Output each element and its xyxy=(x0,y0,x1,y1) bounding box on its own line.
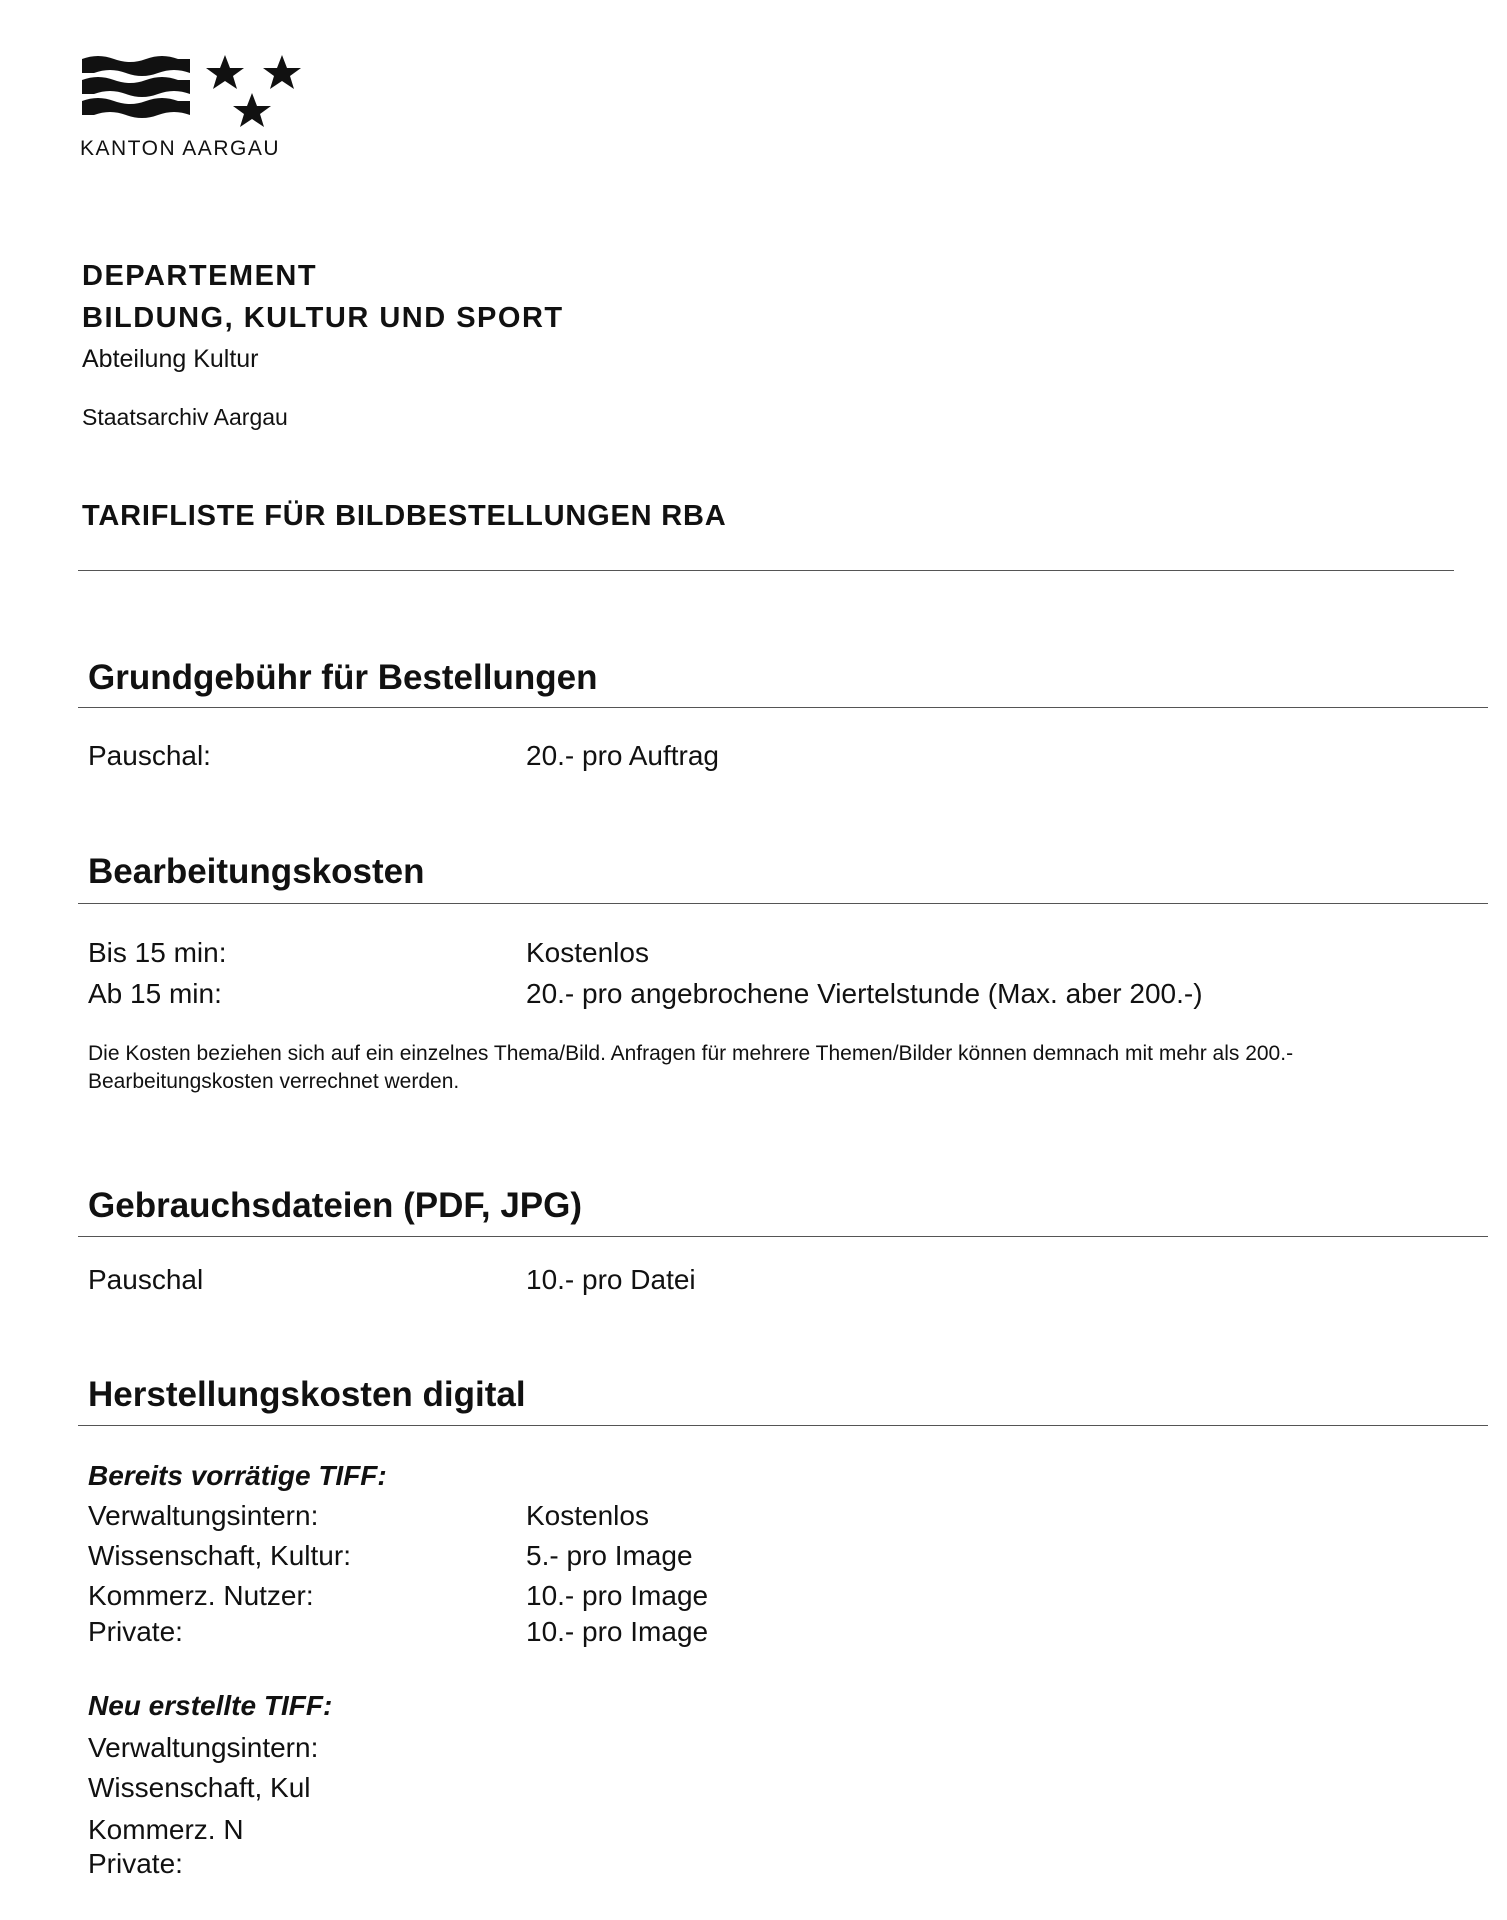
subheading-neu: Neu erstellte TIFF: xyxy=(88,1690,333,1721)
price-label: Private: xyxy=(88,1616,183,1647)
section-title-bearbeitung: Bearbeitungskosten xyxy=(88,852,425,891)
price-value: Kostenlos xyxy=(526,1500,649,1531)
subheading-vorraetig: Bereits vorrätige TIFF: xyxy=(88,1460,387,1491)
price-value: 10.- pro Datei xyxy=(526,1264,696,1295)
logo-text: KANTON AARGAU xyxy=(80,137,280,160)
price-label: Wissenschaft, Kultur: xyxy=(88,1540,351,1571)
waves-stars-icon xyxy=(80,55,310,135)
price-label: Ab 15 min: xyxy=(88,978,222,1009)
department-block xyxy=(82,255,564,431)
section-title-grundgebuehr: Grundgebühr für Bestellungen xyxy=(88,658,598,697)
price-label: Verwaltungsintern: xyxy=(88,1732,319,1763)
division-name: Abteilung Kultur xyxy=(82,345,259,373)
price-label: Wissenschaft, Kul xyxy=(88,1772,311,1803)
cost-note: Die Kosten beziehen sich auf ein einzelnes Thema/Bild. Anfragen für mehrere Themen/Bilder können demnach mit mehr als 200.- Bearbeitungskosten verrechnet werden. xyxy=(88,1042,1294,1093)
section-divider xyxy=(78,1236,1488,1237)
price-value: 5.- pro Image xyxy=(526,1540,693,1571)
price-label: Pauschal: xyxy=(88,740,211,771)
department-line2: BILDUNG, KULTUR UND SPORT xyxy=(82,302,564,334)
price-value: 20.- pro Auftrag xyxy=(526,740,720,771)
price-value: 20.- pro angebrochene Viertelstunde (Max. aber 200.-) xyxy=(526,978,1203,1009)
unit-name: Staatsarchiv Aargau xyxy=(82,404,288,430)
price-label: Pauschal xyxy=(88,1264,204,1295)
kanton-aargau-logo xyxy=(80,55,310,161)
price-label: Kommerz. N xyxy=(88,1814,244,1845)
section-divider xyxy=(78,903,1488,904)
price-label: Verwaltungsintern: xyxy=(88,1500,319,1531)
title-divider xyxy=(78,570,1454,571)
price-label: Bis 15 min: xyxy=(88,937,227,968)
section-divider xyxy=(78,1425,1488,1426)
price-label: Private: xyxy=(88,1848,183,1879)
section-title-herstellung: Herstellungskosten digital xyxy=(88,1375,526,1414)
section-title-gebrauch: Gebrauchsdateien (PDF, JPG) xyxy=(88,1186,583,1225)
price-value: 10.- pro Image xyxy=(526,1580,709,1611)
price-label: Kommerz. Nutzer: xyxy=(88,1580,314,1611)
document-title: TARIFLISTE FÜR BILDBESTELLUNGEN RBA xyxy=(82,500,727,532)
section-divider xyxy=(78,707,1488,708)
price-value: 10.- pro Image xyxy=(526,1616,709,1647)
price-value: Kostenlos xyxy=(526,937,649,968)
department-line1: DEPARTEMENT xyxy=(82,260,318,292)
